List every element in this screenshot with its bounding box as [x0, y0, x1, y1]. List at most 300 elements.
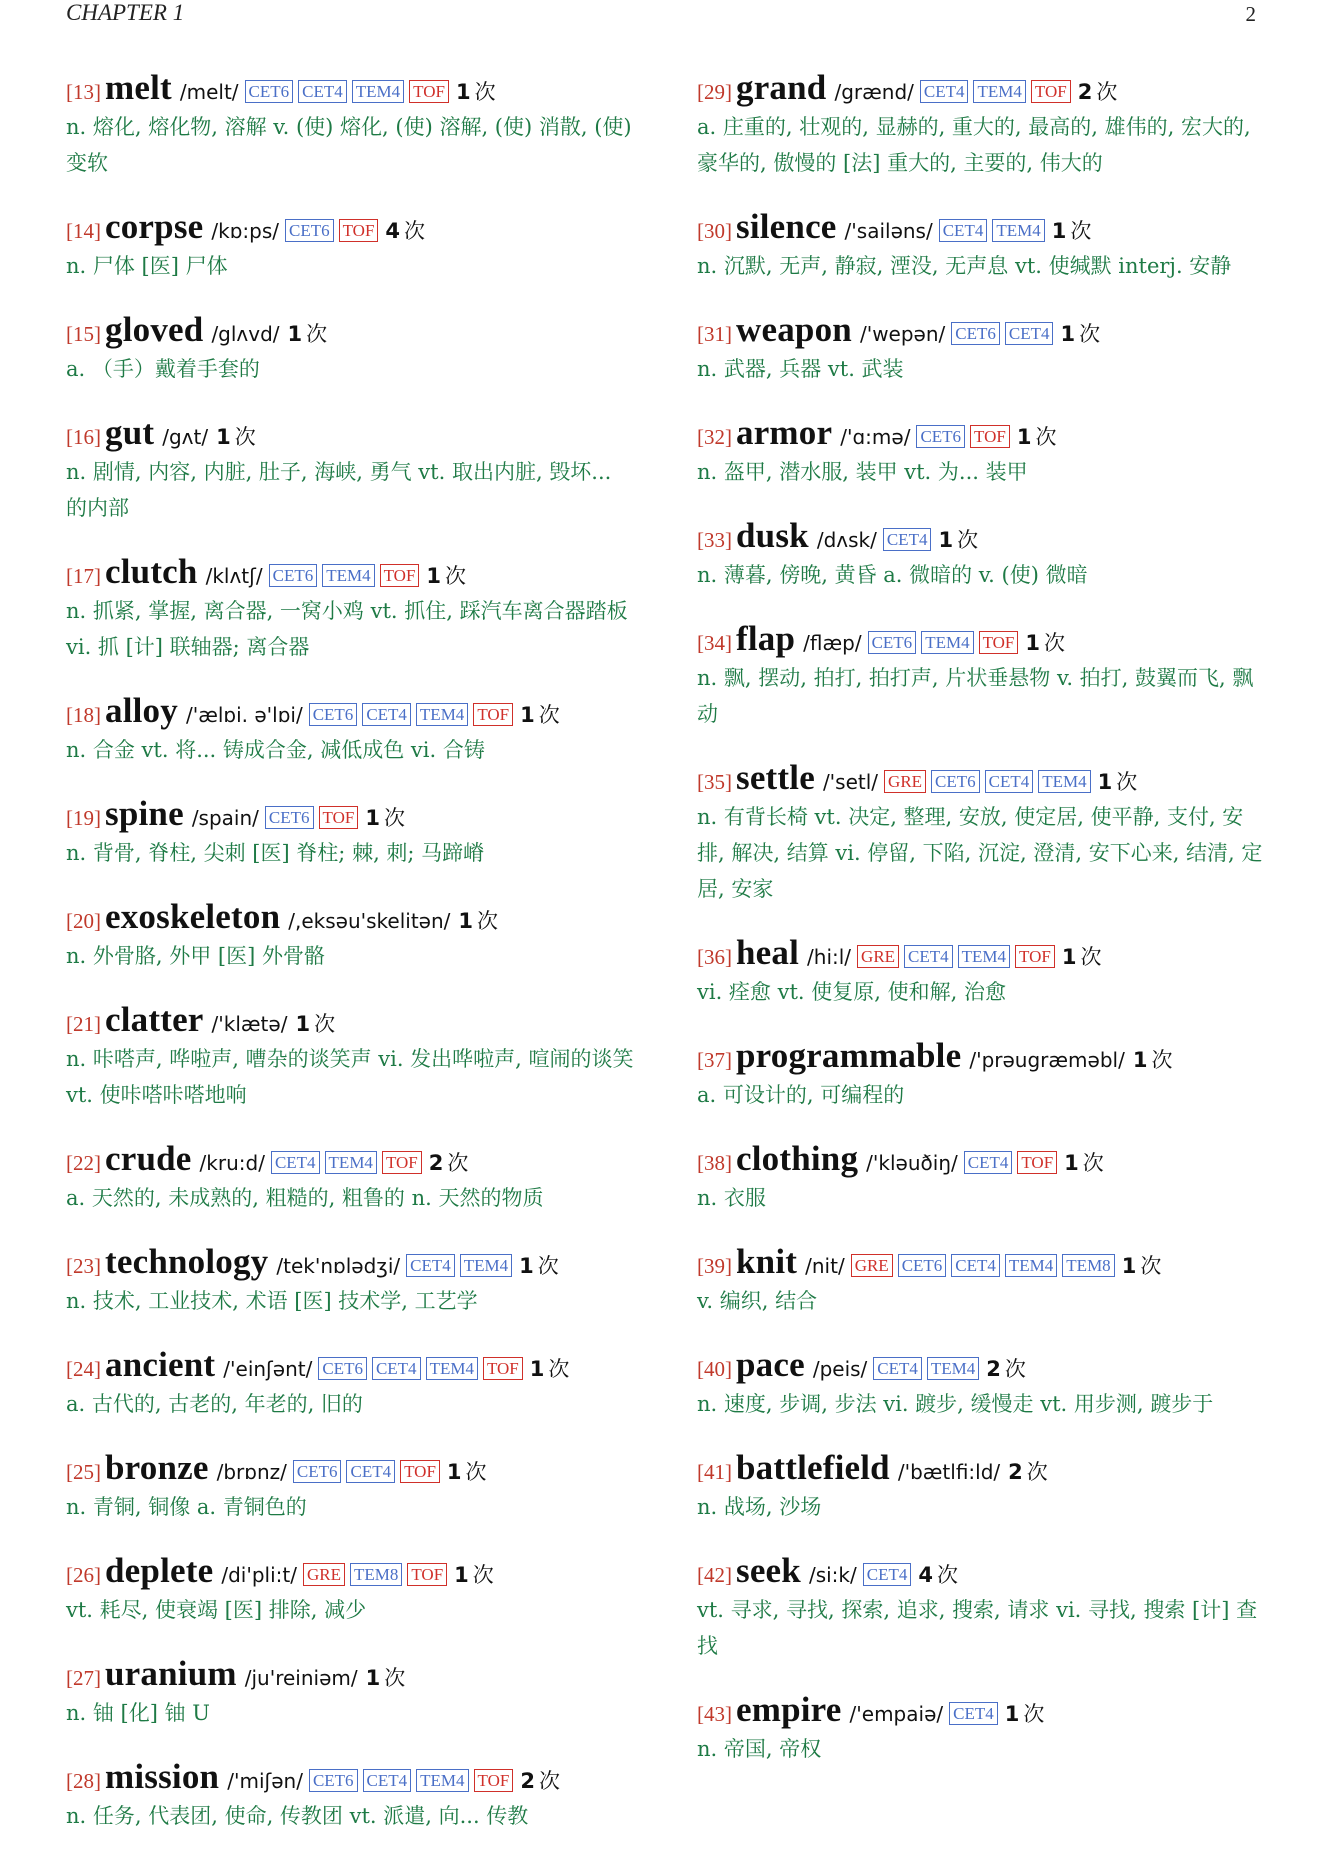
entry-headline	[697, 1036, 1267, 1076]
occurrence-count: 2	[986, 1357, 1001, 1381]
entry-index: [31]	[697, 322, 732, 346]
entry-word: weapon	[736, 310, 852, 349]
entry-definition: n. 抓紧, 掌握, 离合器, 一窝小鸡 vt. 抓住, 踩汽车离合器踏板 vi. 抓 [计] 联轴器; 离合器	[66, 599, 628, 659]
vocab-entry	[66, 1654, 636, 1731]
entry-phonetic: /'einʃənt/	[223, 1357, 313, 1381]
times-label: 次	[234, 425, 256, 449]
exam-tag-badge: TOF	[979, 631, 1019, 654]
entry-headline	[66, 68, 636, 108]
entry-index: [25]	[66, 1460, 101, 1484]
entry-phonetic: /si:k/	[808, 1563, 857, 1587]
entry-index: [30]	[697, 219, 732, 243]
entry-word: exoskeleton	[105, 897, 281, 936]
occurrence-count: 1	[1097, 770, 1113, 794]
vocab-entry	[66, 68, 636, 181]
exam-tag-badge: TOF	[319, 806, 359, 829]
entry-index: [34]	[697, 631, 732, 655]
entry-headline	[66, 1551, 636, 1591]
entry-index: [19]	[66, 806, 101, 830]
occurrence-count: 2	[1077, 80, 1093, 104]
entry-headline	[697, 310, 1267, 350]
exam-tag-badge: CET4	[271, 1151, 320, 1174]
entry-word: bronze	[105, 1448, 209, 1487]
exam-tag-badge: CET4	[863, 1563, 912, 1586]
entry-index: [13]	[66, 80, 101, 104]
occurrence-count: 1	[520, 703, 535, 727]
entry-phonetic: /flæp/	[803, 631, 862, 655]
exam-tag-badge: TOF	[970, 425, 1010, 448]
entry-headline	[697, 1345, 1267, 1385]
entry-phonetic: /'klætə/	[211, 1012, 288, 1036]
entry-word: ancient	[105, 1345, 216, 1384]
entry-word: grand	[736, 68, 827, 107]
occurrence-count: 1	[1025, 631, 1041, 655]
entry-definition: a. 天然的, 未成熟的, 粗糙的, 粗鲁的 n. 天然的物质	[66, 1186, 544, 1210]
times-label: 次	[1151, 1048, 1173, 1072]
exam-tag-badge: CET4	[883, 528, 932, 551]
exam-tag-badge: TOF	[1017, 1151, 1057, 1174]
entry-phonetic: /peis/	[812, 1357, 868, 1381]
exam-tag-badge: TEM4	[973, 80, 1025, 103]
occurrence-count: 4	[918, 1563, 933, 1587]
entry-definition: n. 薄暮, 傍晚, 黄昏 a. 微暗的 v. (使) 微暗	[697, 563, 1088, 587]
times-label: 次	[957, 528, 979, 552]
exam-tag-badge: TEM4	[1038, 770, 1090, 793]
exam-tag-badge: CET4	[873, 1357, 922, 1380]
exam-tag-badge: CET6	[245, 80, 294, 103]
entry-headline	[66, 1448, 636, 1488]
vocab-entry	[697, 207, 1267, 284]
entry-definition: n. 帝国, 帝权	[697, 1737, 822, 1761]
exam-tag-badge: CET4	[920, 80, 969, 103]
entry-word: gut	[105, 413, 155, 452]
entry-definition: n. 有背长椅 vt. 决定, 整理, 安放, 使定居, 使平静, 支付, 安排, 解决, 结算 vi. 停留, 下陷, 沉淀, 澄清, 安下心来, 结清, 定居, 安家	[697, 805, 1263, 901]
entry-word: pace	[736, 1345, 805, 1384]
entry-definition: n. 战场, 沙场	[697, 1495, 822, 1519]
entry-phonetic: /'prəugræməbl/	[969, 1048, 1125, 1072]
entry-phonetic: /'sailəns/	[844, 219, 933, 243]
entry-headline	[66, 794, 636, 834]
exam-tag-badge: CET6	[265, 806, 314, 829]
exam-tag-badge: CET4	[949, 1702, 998, 1725]
entry-phonetic: /kru:d/	[199, 1151, 265, 1175]
occurrence-count: 1	[365, 806, 380, 830]
exam-tag-badge: TOF	[409, 80, 449, 103]
entry-index: [35]	[697, 770, 732, 794]
occurrence-count: 1	[1064, 1151, 1079, 1175]
entry-phonetic: /kɒ:ps/	[211, 219, 279, 243]
occurrence-count: 1	[1060, 322, 1076, 346]
entry-phonetic: /klʌtʃ/	[205, 564, 263, 588]
entry-definition: n. 咔嗒声, 哗啦声, 嘈杂的谈笑声 vi. 发出哗啦声, 喧闹的谈笑 vt. 使咔嗒咔嗒地响	[66, 1047, 634, 1107]
entry-phonetic: /'ælɒi. ə'lɒi/	[185, 703, 303, 727]
entry-definition: n. 剧情, 内容, 内脏, 肚子, 海峡, 勇气 vt. 取出内脏, 毁坏... 的内部	[66, 460, 612, 520]
entry-definition: n. 武器, 兵器 vt. 武装	[697, 357, 904, 381]
entry-word: clatter	[105, 1000, 204, 1039]
vocab-entry	[697, 1036, 1267, 1113]
entry-phonetic: /hi:l/	[807, 945, 852, 969]
entry-definition: a. 可设计的, 可编程的	[697, 1083, 905, 1107]
exam-tag-badge: TOF	[474, 1769, 514, 1792]
exam-tag-badge: TEM4	[927, 1357, 979, 1380]
exam-tag-badge: TOF	[1015, 945, 1055, 968]
entry-phonetic: /grænd/	[834, 80, 914, 104]
times-label: 次	[1079, 322, 1101, 346]
exam-tag-badge: CET4	[1005, 322, 1054, 345]
exam-tag-badge: CET6	[285, 219, 334, 242]
entry-headline	[66, 1139, 636, 1179]
vocab-entry	[66, 1448, 636, 1525]
entry-phonetic: /nit/	[805, 1254, 845, 1278]
vocab-entry	[66, 1139, 636, 1216]
entry-index: [43]	[697, 1702, 732, 1726]
entry-index: [29]	[697, 80, 732, 104]
entry-definition: vi. 痊愈 vt. 使复原, 使和解, 治愈	[697, 980, 1006, 1004]
left-column	[66, 68, 636, 1860]
exam-tag-badge: CET6	[916, 425, 965, 448]
entry-word: empire	[736, 1690, 842, 1729]
times-label: 次	[472, 1563, 494, 1587]
entry-word: deplete	[105, 1551, 214, 1590]
exam-tag-badge: TEM4	[322, 564, 374, 587]
entry-phonetic: /'miʃən/	[227, 1769, 303, 1793]
entry-index: [16]	[66, 425, 101, 449]
entry-definition: a. 庄重的, 壮观的, 显赫的, 重大的, 最高的, 雄伟的, 宏大的, 豪华的, 傲慢的 [法] 重大的, 主要的, 伟大的	[697, 115, 1251, 175]
occurrence-count: 1	[455, 80, 471, 104]
entry-word: silence	[736, 207, 837, 246]
times-label: 次	[548, 1357, 570, 1381]
vocab-entry	[697, 310, 1267, 387]
entry-word: melt	[105, 68, 172, 107]
vocab-entry	[697, 1139, 1267, 1216]
entry-word: heal	[736, 933, 800, 972]
exam-tag-badge: TOF	[400, 1460, 440, 1483]
entry-headline	[66, 310, 636, 350]
entry-word: spine	[105, 794, 184, 833]
exam-tag-badge: CET4	[363, 1769, 412, 1792]
entry-index: [17]	[66, 564, 101, 588]
vocab-entry	[697, 1690, 1267, 1767]
occurrence-count: 1	[1132, 1048, 1148, 1072]
entry-word: technology	[105, 1242, 269, 1281]
entry-word: programmable	[736, 1036, 962, 1075]
vocab-entry	[66, 1757, 636, 1834]
entry-headline	[66, 1757, 636, 1797]
entry-index: [39]	[697, 1254, 732, 1278]
entry-index: [33]	[697, 528, 732, 552]
occurrence-count: 1	[519, 1254, 534, 1278]
entry-headline	[66, 1242, 636, 1282]
times-label: 次	[1140, 1254, 1162, 1278]
times-label: 次	[1070, 219, 1092, 243]
entry-word: settle	[736, 758, 815, 797]
vocab-entry	[66, 897, 636, 974]
entry-phonetic: /melt/	[179, 80, 239, 104]
entry-definition: n. 沉默, 无声, 静寂, 湮没, 无声息 vt. 使缄默 interj. 安静	[697, 254, 1232, 278]
exam-tag-badge: TEM4	[460, 1254, 512, 1277]
occurrence-count: 1	[216, 425, 231, 449]
entry-phonetic: /tek'nɒlədʒi/	[276, 1254, 401, 1278]
entry-headline	[697, 413, 1267, 453]
entry-headline	[66, 413, 636, 453]
exam-tag-badge: TOF	[473, 703, 513, 726]
entry-index: [37]	[697, 1048, 732, 1072]
occurrence-count: 1	[529, 1357, 545, 1381]
exam-tag-badge: CET6	[309, 703, 358, 726]
entry-headline	[66, 1345, 636, 1385]
vocab-entry	[697, 933, 1267, 1010]
exam-tag-badge: CET4	[406, 1254, 455, 1277]
entry-headline	[697, 1139, 1267, 1179]
occurrence-count: 4	[385, 219, 401, 243]
vocab-entry	[66, 794, 636, 871]
entry-headline	[697, 68, 1267, 108]
times-label: 次	[306, 322, 328, 346]
times-label: 次	[538, 1769, 560, 1793]
entry-word: seek	[736, 1551, 801, 1590]
occurrence-count: 1	[1061, 945, 1077, 969]
entry-headline	[66, 897, 636, 937]
entry-headline	[66, 691, 636, 731]
entry-definition: vt. 耗尽, 使衰竭 [医] 排除, 减少	[66, 1598, 367, 1622]
entry-index: [38]	[697, 1151, 732, 1175]
entry-word: crude	[105, 1139, 192, 1178]
vocab-entry	[66, 1242, 636, 1319]
entry-headline	[66, 207, 636, 247]
occurrence-count: 1	[1004, 1702, 1020, 1726]
exam-tag-badge: CET4	[904, 945, 953, 968]
exam-tag-badge: CET4	[372, 1357, 421, 1380]
entry-phonetic: /'wepən/	[859, 322, 946, 346]
entry-phonetic: /brɒnz/	[216, 1460, 287, 1484]
occurrence-count: 1	[1016, 425, 1032, 449]
exam-tag-badge: CET6	[898, 1254, 947, 1277]
exam-tag-badge: TEM4	[416, 1769, 468, 1792]
entry-index: [28]	[66, 1769, 101, 1793]
occurrence-count: 1	[295, 1012, 311, 1036]
vocab-entry	[66, 691, 636, 768]
occurrence-count: 1	[1121, 1254, 1137, 1278]
vocab-entry	[697, 413, 1267, 490]
entry-headline	[697, 1551, 1267, 1591]
entry-definition: n. 技术, 工业技术, 术语 [医] 技术学, 工艺学	[66, 1289, 478, 1313]
entry-word: knit	[736, 1242, 798, 1281]
times-label: 次	[537, 1254, 559, 1278]
chapter-title: CHAPTER 1	[66, 0, 185, 25]
vocab-entry	[66, 1000, 636, 1113]
entry-word: armor	[736, 413, 833, 452]
times-label: 次	[1080, 945, 1102, 969]
entry-definition: n. 青铜, 铜像 a. 青铜色的	[66, 1495, 307, 1519]
exam-tag-badge: CET6	[951, 322, 1000, 345]
vocab-entry	[697, 758, 1267, 907]
entry-index: [42]	[697, 1563, 732, 1587]
entry-definition: n. 衣服	[697, 1186, 766, 1210]
entry-headline	[66, 1654, 636, 1694]
exam-tag-badge: CET4	[964, 1151, 1013, 1174]
vocab-entry	[66, 1551, 636, 1628]
entry-definition: v. 编织, 结合	[697, 1289, 818, 1313]
entry-word: battlefield	[736, 1448, 890, 1487]
entry-word: mission	[105, 1757, 220, 1796]
times-label: 次	[1035, 425, 1057, 449]
entry-index: [41]	[697, 1460, 732, 1484]
exam-tag-badge: TEM4	[958, 945, 1010, 968]
occurrence-count: 1	[365, 1666, 381, 1690]
entry-phonetic: /'empaiə/	[849, 1702, 944, 1726]
entry-definition: n. 背骨, 脊柱, 尖刺 [医] 脊柱; 棘, 刺; 马蹄嵴	[66, 841, 485, 865]
exam-tag-badge: TEM4	[1005, 1254, 1057, 1277]
entry-phonetic: /'kləuðiŋ/	[866, 1151, 958, 1175]
exam-tag-badge: TEM4	[921, 631, 973, 654]
entry-definition: a. 古代的, 古老的, 年老的, 旧的	[66, 1392, 363, 1416]
entry-headline	[66, 552, 636, 592]
times-label: 次	[383, 806, 405, 830]
entry-phonetic: /ju'reiniəm/	[244, 1666, 358, 1690]
times-label: 次	[1096, 80, 1118, 104]
times-label: 次	[936, 1563, 958, 1587]
times-label: 次	[404, 219, 426, 243]
entry-word: flap	[736, 619, 796, 658]
times-label: 次	[1044, 631, 1066, 655]
entry-index: [21]	[66, 1012, 101, 1036]
entry-index: [40]	[697, 1357, 732, 1381]
exam-tag-badge: GRE	[851, 1254, 893, 1277]
entry-phonetic: /,eksəu'skelitən/	[288, 909, 451, 933]
vocab-entry	[66, 552, 636, 665]
entry-index: [27]	[66, 1666, 101, 1690]
exam-tag-badge: CET4	[362, 703, 411, 726]
entry-word: dusk	[736, 516, 809, 555]
times-label: 次	[1023, 1702, 1045, 1726]
exam-tag-badge: TOF	[1031, 80, 1071, 103]
entry-word: corpse	[105, 207, 204, 246]
page-number: 2	[1245, 2, 1256, 26]
entry-word: alloy	[105, 691, 178, 730]
entry-index: [24]	[66, 1357, 101, 1381]
vocab-entry	[697, 1551, 1267, 1664]
exam-tag-badge: CET6	[309, 1769, 358, 1792]
exam-tag-badge: TEM4	[352, 80, 404, 103]
times-label: 次	[1082, 1151, 1104, 1175]
entry-headline	[697, 758, 1267, 798]
exam-tag-badge: CET4	[985, 770, 1034, 793]
entry-index: [22]	[66, 1151, 101, 1175]
entry-phonetic: /'bætlfi:ld/	[897, 1460, 1001, 1484]
entry-headline	[66, 1000, 636, 1040]
entry-phonetic: /gʌt/	[162, 425, 209, 449]
times-label: 次	[1026, 1460, 1048, 1484]
occurrence-count: 1	[426, 564, 442, 588]
entry-headline	[697, 516, 1267, 556]
vocab-entry	[66, 310, 636, 387]
exam-tag-badge: CET4	[951, 1254, 1000, 1277]
exam-tag-badge: TEM8	[350, 1563, 402, 1586]
entry-definition: a. （手）戴着手套的	[66, 357, 260, 381]
exam-tag-badge: TOF	[483, 1357, 523, 1380]
occurrence-count: 2	[1008, 1460, 1023, 1484]
vocab-entry	[697, 1448, 1267, 1525]
entry-definition: n. 盔甲, 潜水服, 装甲 vt. 为... 装甲	[697, 460, 1028, 484]
exam-tag-badge: CET6	[269, 564, 318, 587]
entry-headline	[697, 933, 1267, 973]
exam-tag-badge: TOF	[407, 1563, 447, 1586]
exam-tag-badge: TEM4	[426, 1357, 478, 1380]
entry-definition: n. 铀 [化] 铀 U	[66, 1701, 210, 1725]
vocab-entry	[697, 516, 1267, 593]
occurrence-count: 2	[520, 1769, 535, 1793]
entry-word: clothing	[736, 1139, 859, 1178]
entry-headline	[697, 1242, 1267, 1282]
entry-index: [14]	[66, 219, 101, 243]
exam-tag-badge: CET6	[868, 631, 917, 654]
times-label: 次	[1116, 770, 1138, 794]
times-label: 次	[465, 1460, 487, 1484]
times-label: 次	[538, 703, 560, 727]
page-header	[66, 0, 1256, 30]
entry-definition: vt. 寻求, 寻找, 探索, 追求, 搜索, 请求 vi. 寻找, 搜索 [计] 查找	[697, 1598, 1258, 1658]
entry-phonetic: /glʌvd/	[211, 322, 280, 346]
exam-tag-badge: CET6	[293, 1460, 342, 1483]
times-label: 次	[474, 80, 496, 104]
entry-definition: n. 外骨胳, 外甲 [医] 外骨骼	[66, 944, 325, 968]
exam-tag-badge: TOF	[380, 564, 420, 587]
times-label: 次	[445, 564, 467, 588]
entry-index: [18]	[66, 703, 101, 727]
entry-index: [20]	[66, 909, 101, 933]
entry-index: [15]	[66, 322, 101, 346]
entry-phonetic: /di'pli:t/	[221, 1563, 297, 1587]
entry-definition: n. 熔化, 熔化物, 溶解 v. (使) 熔化, (使) 溶解, (使) 消散, (使) 变软	[66, 115, 632, 175]
entry-definition: n. 合金 vt. 将... 铸成合金, 减低成色 vi. 合铸	[66, 738, 485, 762]
exam-tag-badge: CET6	[931, 770, 980, 793]
entry-phonetic: /dʌsk/	[816, 528, 877, 552]
occurrence-count: 1	[1051, 219, 1067, 243]
times-label: 次	[314, 1012, 336, 1036]
exam-tag-badge: CET4	[346, 1460, 395, 1483]
entry-definition: n. 飘, 摆动, 拍打, 拍打声, 片状垂悬物 v. 拍打, 鼓翼而飞, 飘动	[697, 666, 1254, 726]
occurrence-count: 1	[446, 1460, 462, 1484]
vocab-entry	[697, 1242, 1267, 1319]
vocab-entry	[66, 413, 636, 526]
entry-index: [36]	[697, 945, 732, 969]
exam-tag-badge: TOF	[382, 1151, 422, 1174]
entry-word: uranium	[105, 1654, 237, 1693]
exam-tag-badge: TEM4	[416, 703, 468, 726]
entry-headline	[697, 1448, 1267, 1488]
vocab-entry	[697, 68, 1267, 181]
vocab-entry	[697, 1345, 1267, 1422]
exam-tag-badge: CET4	[939, 219, 988, 242]
entry-headline	[697, 1690, 1267, 1730]
exam-tag-badge: TOF	[339, 219, 379, 242]
entry-phonetic: /'setl/	[822, 770, 879, 794]
vocab-entry	[66, 207, 636, 284]
entry-phonetic: /spain/	[191, 806, 259, 830]
occurrence-count: 1	[287, 322, 303, 346]
entry-index: [23]	[66, 1254, 101, 1278]
entry-index: [26]	[66, 1563, 101, 1587]
exam-tag-badge: TEM8	[1062, 1254, 1114, 1277]
entry-word: gloved	[105, 310, 204, 349]
entry-definition: n. 任务, 代表团, 使命, 传教团 vt. 派遣, 向... 传教	[66, 1804, 529, 1828]
exam-tag-badge: TEM4	[992, 219, 1044, 242]
entry-phonetic: /'ɑ:mə/	[840, 425, 911, 449]
exam-tag-badge: GRE	[303, 1563, 345, 1586]
entry-index: [32]	[697, 425, 732, 449]
occurrence-count: 1	[458, 909, 474, 933]
entry-word: clutch	[105, 552, 198, 591]
